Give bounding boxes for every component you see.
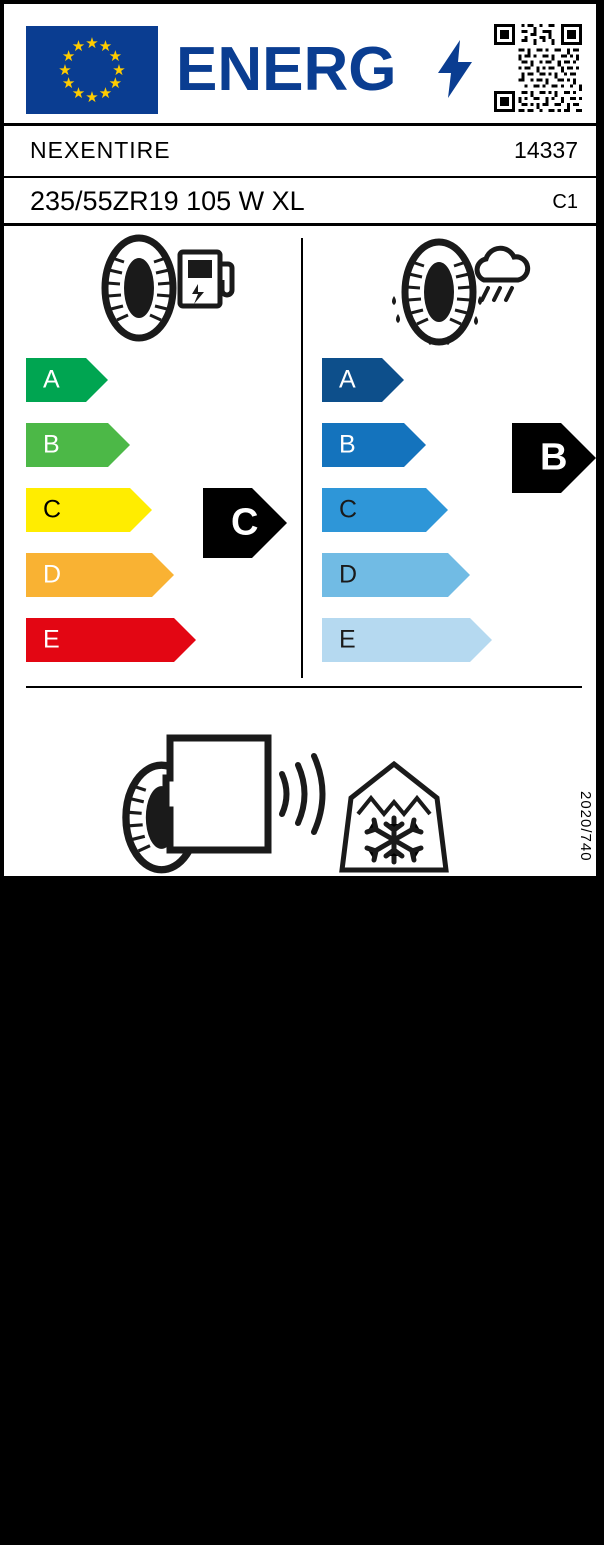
grade-letter: A — [339, 365, 356, 394]
grade-letter: A — [43, 365, 60, 394]
eu-star-icon: ★ — [58, 61, 72, 79]
grade-row-d — [322, 553, 470, 597]
eu-star-icon: ★ — [61, 75, 76, 92]
grade-row-a — [322, 358, 404, 402]
lightning-bolt-icon — [438, 40, 472, 98]
grade-row-c — [322, 488, 448, 532]
tyre-size: 235/55ZR19 105 W XL — [30, 186, 305, 216]
grade-row-b — [322, 423, 426, 467]
eu-flag-icon — [26, 26, 158, 114]
grade-row-d — [26, 553, 174, 597]
tyre-class-code: C1 — [552, 191, 578, 213]
grade-letter: E — [43, 625, 60, 654]
noise-class-selected: B — [199, 1516, 218, 1544]
noise-value: 72 — [172, 1439, 207, 1474]
rating-arrow-shape — [322, 358, 404, 402]
size-row — [4, 178, 604, 226]
page-title: ENERG — [176, 35, 397, 104]
fuel-pictogram — [84, 236, 194, 346]
grade-row-e — [322, 618, 492, 662]
loudspeaker-icon — [164, 732, 344, 857]
grade-row-c — [26, 488, 152, 532]
eu-star-icon: ★ — [71, 38, 86, 56]
qr-code-icon — [494, 24, 582, 112]
eu-star-icon: ★ — [85, 34, 99, 52]
eu-star-icon: ★ — [108, 48, 123, 65]
eu-star-icon: ★ — [85, 88, 99, 106]
noise-unit: dB — [220, 1444, 247, 1469]
model-code: 14337 — [514, 137, 578, 163]
rating-arrow-shape — [322, 423, 426, 467]
rain-cloud-icon — [470, 246, 536, 312]
fuel-efficiency-selected — [203, 488, 287, 558]
brand-row — [4, 126, 604, 178]
grade-letter: B — [43, 430, 60, 459]
eu-star-icon: ★ — [108, 75, 123, 92]
grade-letter: B — [339, 430, 356, 459]
eu-star-icon: ★ — [61, 48, 76, 65]
grade-row-a — [26, 358, 108, 402]
noise-class-a: A — [187, 1522, 200, 1542]
wet-grip-selected — [512, 423, 596, 493]
ratings-area — [4, 226, 604, 686]
column-divider — [301, 238, 303, 678]
noise-class — [187, 1516, 230, 1545]
grade-letter: E — [339, 625, 356, 654]
eu-star-icon: ★ — [112, 61, 126, 79]
eu-star-icon: ★ — [98, 38, 113, 56]
three-peak-mountain-snowflake-icon — [334, 758, 454, 880]
wetgrip-pictogram — [384, 236, 494, 351]
grade-row-b — [26, 423, 130, 467]
rating-arrow-shape — [26, 423, 130, 467]
label-header — [4, 4, 604, 126]
grade-letter: C — [339, 495, 358, 524]
eu-star-icon: ★ — [71, 84, 86, 102]
grade-letter: D — [43, 560, 62, 589]
rating-arrow-shape — [26, 358, 108, 402]
noise-class-c: C — [217, 1522, 231, 1542]
grade-letter: C — [43, 495, 62, 524]
eu-star-icon: ★ — [98, 84, 113, 102]
selected-grade-letter: B — [540, 436, 568, 479]
grade-row-e — [26, 618, 196, 662]
selected-grade-letter: C — [231, 501, 259, 544]
fuel-pump-icon — [176, 248, 238, 310]
noise-section — [4, 688, 604, 1544]
grade-letter: D — [339, 560, 358, 589]
brand-name: NEXENTIRE — [30, 137, 171, 163]
regulation-reference: 2020/740 — [577, 791, 594, 862]
